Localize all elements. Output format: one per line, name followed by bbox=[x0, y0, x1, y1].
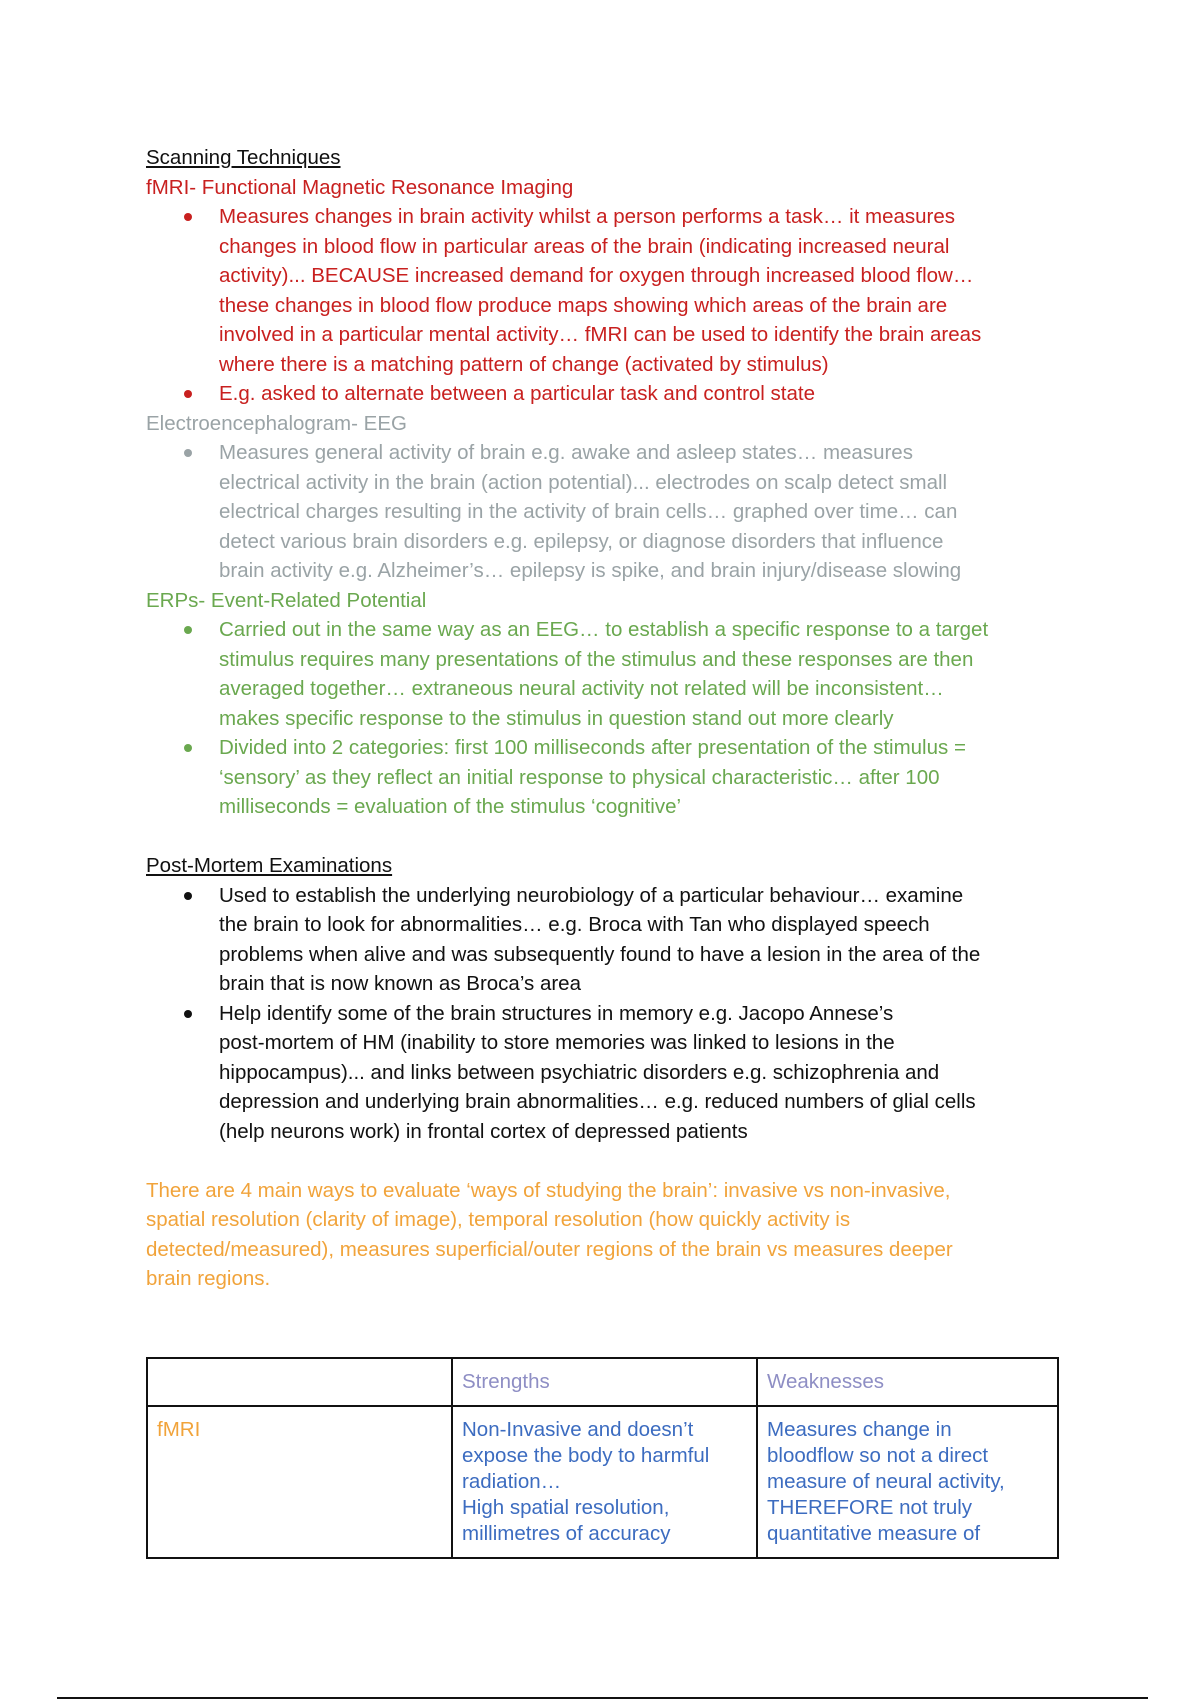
bullet-line: changes in blood flow in particular areas of the brain (indicating increased neural bbox=[219, 234, 950, 258]
strengths-line: Non-Invasive and doesn’t bbox=[462, 1418, 694, 1441]
bullet-line: stimulus requires many presentations of the stimulus and these responses are then bbox=[219, 647, 974, 671]
bullet-item bbox=[146, 379, 1066, 409]
bullet-line: Divided into 2 categories: first 100 milliseconds after presentation of the stimulus = bbox=[219, 736, 966, 759]
weaknesses-line: quantitative measure of bbox=[767, 1522, 981, 1545]
paragraph-line: There are 4 main ways to evaluate ‘ways of studying the brain’: invasive vs non-invasive, bbox=[146, 1178, 951, 1202]
bullet-line: problems when alive and was subsequently found to have a lesion in the area of the bbox=[219, 942, 981, 966]
paragraph-line: brain regions. bbox=[146, 1267, 271, 1290]
strengths-line: millimetres of accuracy bbox=[462, 1522, 671, 1545]
bullet-line: the brain to look for abnormalities… e.g. Broca with Tan who displayed speech bbox=[219, 913, 930, 936]
table-header-row bbox=[147, 1358, 1058, 1406]
strengths-line: expose the body to harmful bbox=[462, 1444, 710, 1467]
bullet-icon bbox=[184, 390, 192, 398]
blank-line bbox=[146, 1146, 1066, 1176]
strengths-line: radiation… bbox=[462, 1470, 562, 1493]
bullet-line: milliseconds = evaluation of the stimulus ‘cognitive’ bbox=[219, 795, 682, 818]
bullet-line: Used to establish the underlying neurobiology of a particular behaviour… examine bbox=[219, 883, 964, 907]
bullet-item bbox=[146, 881, 1066, 999]
bullet-item bbox=[146, 438, 1066, 586]
bullet-item bbox=[146, 999, 1066, 1147]
bullet-line: depression and underlying brain abnormalities… e.g. reduced numbers of glial cells bbox=[219, 1090, 976, 1113]
bullet-icon bbox=[184, 892, 192, 900]
bullet-line: ‘sensory’ as they reflect an initial response to physical characteristic… after 100 bbox=[219, 765, 940, 789]
bullet-icon bbox=[184, 1010, 192, 1018]
section-heading: Post-Mortem Examinations bbox=[146, 854, 393, 877]
bullet-line: these changes in blood flow produce maps showing which areas of the brain are bbox=[219, 293, 948, 317]
weaknesses-line: THEREFORE not truly bbox=[767, 1496, 973, 1519]
bullet-line: where there is a matching pattern of change (activated by stimulus) bbox=[219, 352, 829, 376]
section-heading: Electroencephalogram- EEG bbox=[146, 411, 407, 435]
fmri-weaknesses bbox=[757, 1406, 1058, 1558]
bullet-line: involved in a particular mental activity… fMRI can be used to identify the brain areas bbox=[219, 323, 982, 346]
bullet-icon bbox=[184, 744, 192, 752]
header-strengths: Strengths bbox=[452, 1358, 757, 1406]
bullet-line: hippocampus)... and links between psychiatric disorders e.g. schizophrenia and bbox=[219, 1060, 940, 1084]
bullet-line: detect various brain disorders e.g. epilepsy, or diagnose disorders that influence bbox=[219, 529, 944, 553]
bullet-icon bbox=[184, 213, 192, 221]
bullet-line: Measures changes in brain activity whilst a person performs a task… it measures bbox=[219, 205, 956, 228]
bullet-line: brain activity e.g. Alzheimer’s… epilepsy is spike, and brain injury/disease slowing bbox=[219, 559, 962, 582]
bullet-line: Help identify some of the brain structures in memory e.g. Jacopo Annese’s bbox=[219, 1001, 894, 1025]
bullet-icon bbox=[184, 449, 192, 457]
evaluation-paragraph bbox=[146, 1176, 1066, 1294]
bullet-icon bbox=[184, 626, 192, 634]
paragraph-line: detected/measured), measures superficial/outer regions of the brain vs measures deeper bbox=[146, 1237, 953, 1261]
weaknesses-line: bloodflow so not a direct bbox=[767, 1444, 989, 1467]
section-heading: Scanning Techniques bbox=[146, 146, 341, 169]
evaluation-table bbox=[146, 1357, 1059, 1559]
page-bottom-rule bbox=[57, 1697, 1148, 1699]
document-body bbox=[146, 143, 1066, 1294]
header-cell-empty bbox=[147, 1358, 452, 1406]
table-row bbox=[147, 1406, 1058, 1558]
bullet-line: (help neurons work) in frontal cortex of depressed patients bbox=[219, 1119, 748, 1143]
header-weaknesses: Weaknesses bbox=[757, 1358, 1058, 1406]
bullet-line: electrical charges resulting in the activity of brain cells… graphed over time… can bbox=[219, 500, 958, 523]
section-heading: ERPs- Event-Related Potential bbox=[146, 588, 427, 612]
fmri-strengths bbox=[452, 1406, 757, 1558]
strengths-line: High spatial resolution, bbox=[462, 1496, 670, 1519]
bullet-item bbox=[146, 615, 1066, 733]
bullet-item bbox=[146, 733, 1066, 822]
paragraph-line: spatial resolution (clarity of image), temporal resolution (how quickly activity is bbox=[146, 1208, 851, 1231]
bullet-line: E.g. asked to alternate between a particular task and control state bbox=[219, 382, 815, 405]
bullet-line: activity)... BECAUSE increased demand for oxygen through increased blood flow… bbox=[219, 264, 974, 287]
bullet-item bbox=[146, 202, 1066, 379]
bullet-line: makes specific response to the stimulus in question stand out more clearly bbox=[219, 706, 894, 730]
bullet-line: Carried out in the same way as an EEG… to establish a specific response to a target bbox=[219, 618, 989, 641]
bullet-line: electrical activity in the brain (action potential)... electrodes on scalp detect small bbox=[219, 470, 948, 494]
blank-line bbox=[146, 822, 1066, 852]
weaknesses-line: Measures change in bbox=[767, 1418, 952, 1441]
row-label-fmri: fMRI bbox=[147, 1406, 452, 1558]
bullet-line: averaged together… extraneous neural activity not related will be inconsistent… bbox=[219, 677, 944, 700]
section-heading: fMRI- Functional Magnetic Resonance Imaging bbox=[146, 175, 574, 199]
weaknesses-line: measure of neural activity, bbox=[767, 1470, 1005, 1493]
bullet-line: brain that is now known as Broca’s area bbox=[219, 972, 581, 995]
bullet-line: Measures general activity of brain e.g. awake and asleep states… measures bbox=[219, 441, 913, 464]
bullet-line: post-mortem of HM (inability to store memories was linked to lesions in the bbox=[219, 1031, 895, 1054]
